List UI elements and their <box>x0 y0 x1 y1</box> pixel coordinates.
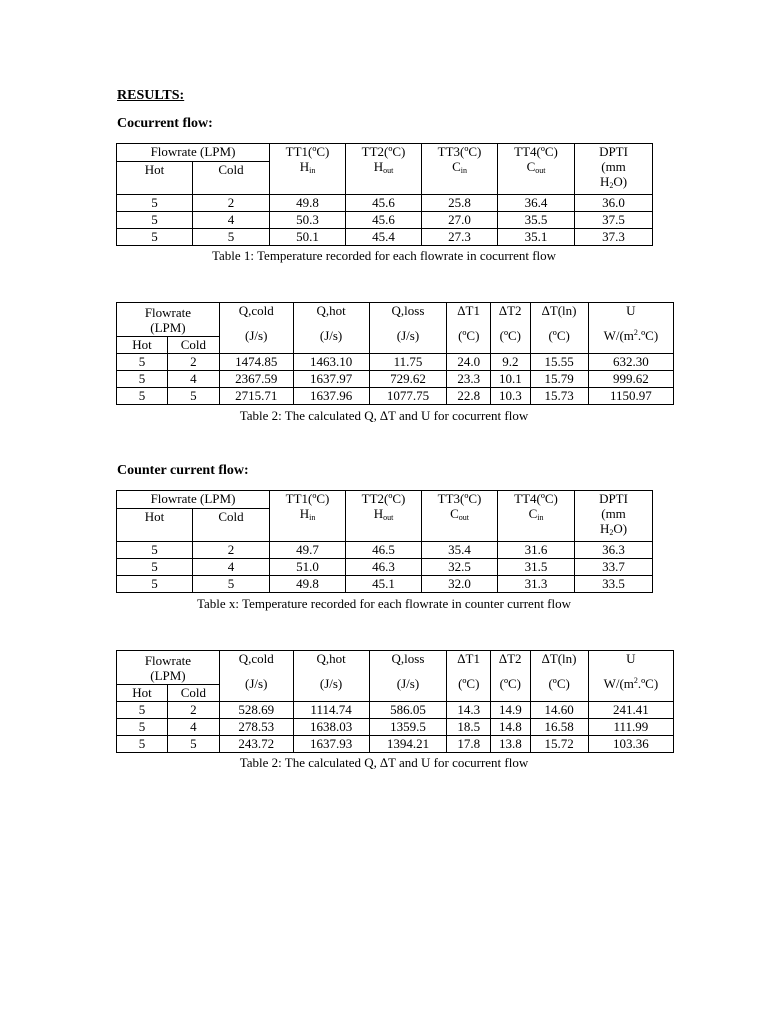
table-cell: 35.4 <box>422 542 498 559</box>
table-cell: 22.8 <box>447 388 491 405</box>
table-cell: 14.9 <box>491 702 530 719</box>
table-cell: 5 <box>117 388 168 405</box>
table-cell: 632.30 <box>588 354 673 371</box>
table-cell: 2 <box>167 702 219 719</box>
table-cell: 24.0 <box>447 354 491 371</box>
table-cell: 49.7 <box>270 542 346 559</box>
tt4-header: TT4(ºC) $C_{in}$ <box>498 491 575 542</box>
table-cell: 32.0 <box>422 576 498 593</box>
table-cell: 45.4 <box>346 229 422 246</box>
table-cell: 27.0 <box>422 212 498 229</box>
table-cell: 2 <box>193 195 270 212</box>
table-cell: 2715.71 <box>219 388 293 405</box>
table-cell: 4 <box>167 371 219 388</box>
qloss-header: Q,loss (J/s) <box>369 303 447 354</box>
table-row <box>117 719 674 736</box>
u-header: U $W/(m^2.ºC)$ <box>588 651 673 702</box>
table-cell: 45.6 <box>346 212 422 229</box>
table-row <box>117 736 674 753</box>
table-cell: 49.8 <box>270 576 346 593</box>
table-row <box>117 195 653 212</box>
table-cell: 9.2 <box>491 354 530 371</box>
table-cell: 1114.74 <box>293 702 369 719</box>
table-cell: 5 <box>117 371 168 388</box>
table-cell: 10.1 <box>491 371 530 388</box>
table-cell: 2 <box>167 354 219 371</box>
flowrate-header: Flowrate (LPM) <box>117 491 270 509</box>
cold-header: Cold <box>193 509 270 542</box>
table-cell: 1638.03 <box>293 719 369 736</box>
table-cell: 5 <box>117 702 168 719</box>
table-cell: 1077.75 <box>369 388 447 405</box>
table-row <box>117 559 653 576</box>
dtln-header: ∆T(ln) (ºC) <box>530 651 588 702</box>
table-cell: 50.3 <box>270 212 346 229</box>
table-cell: 5 <box>117 719 168 736</box>
table-cell: 5 <box>117 576 193 593</box>
table1-caption: Table 1: Temperature recorded for each flowrate in cocurrent flow <box>211 248 557 263</box>
tt2-header: TT2(ºC) $H_{out}$ <box>346 491 422 542</box>
table-cell: 5 <box>117 212 193 229</box>
table-cell: 999.62 <box>588 371 673 388</box>
qloss-header: Q,loss (J/s) <box>369 651 447 702</box>
table-cell: 5 <box>167 736 219 753</box>
hot-header: Hot <box>117 162 193 195</box>
cocurrent-temperature-table <box>116 143 653 246</box>
hot-header: Hot <box>117 337 168 354</box>
counter-temperature-table <box>116 490 653 593</box>
table-cell: 36.3 <box>575 542 653 559</box>
table2-caption: Table 2: The calculated Q, ∆T and U for cocurrent flow <box>239 408 529 423</box>
table-row <box>117 354 674 371</box>
table-cell: 10.3 <box>491 388 530 405</box>
table-cell: 5 <box>117 736 168 753</box>
table-cell: 1474.85 <box>219 354 293 371</box>
table-cell: 1637.93 <box>293 736 369 753</box>
table-cell: 15.72 <box>530 736 588 753</box>
flowrate-header: Flowrate (LPM) <box>117 303 220 337</box>
table-cell: 5 <box>167 388 219 405</box>
table-cell: 278.53 <box>219 719 293 736</box>
table-cell: 243.72 <box>219 736 293 753</box>
table-cell: 18.5 <box>447 719 491 736</box>
table-cell: 5 <box>117 195 193 212</box>
table-cell: 17.8 <box>447 736 491 753</box>
table-row <box>117 702 674 719</box>
table-cell: 31.6 <box>498 542 575 559</box>
table-cell: 37.3 <box>575 229 653 246</box>
table-cell: 33.5 <box>575 576 653 593</box>
tt2-header: TT2(ºC) $H_{out}$ <box>346 144 422 195</box>
table-cell: 25.8 <box>422 195 498 212</box>
table-cell: 16.58 <box>530 719 588 736</box>
dpti-header: DPTI (mm $H_2O$) <box>575 491 653 542</box>
table-cell: 5 <box>117 559 193 576</box>
table-cell: 14.60 <box>530 702 588 719</box>
cold-header: Cold <box>167 685 219 702</box>
table-row <box>117 229 653 246</box>
table-cell: 32.5 <box>422 559 498 576</box>
cocurrent-calculated-table <box>116 302 674 405</box>
tt3-header: TT3(ºC) $C_{in}$ <box>422 144 498 195</box>
table-cell: 11.75 <box>369 354 447 371</box>
table-cell: 27.3 <box>422 229 498 246</box>
table-cell: 14.8 <box>491 719 530 736</box>
cold-header: Cold <box>167 337 219 354</box>
table-cell: 5 <box>117 542 193 559</box>
table3-caption: Table x: Temperature recorded for each flowrate in counter current flow <box>196 596 572 611</box>
dtln-header: ∆T(ln) (ºC) <box>530 303 588 354</box>
table-cell: 49.8 <box>270 195 346 212</box>
table-cell: 1359.5 <box>369 719 447 736</box>
table-cell: 15.73 <box>530 388 588 405</box>
table-cell: 5 <box>117 354 168 371</box>
table-cell: 729.62 <box>369 371 447 388</box>
table-cell: 586.05 <box>369 702 447 719</box>
table-cell: 1150.97 <box>588 388 673 405</box>
hot-header: Hot <box>117 685 168 702</box>
table-cell: 45.1 <box>346 576 422 593</box>
table-cell: 45.6 <box>346 195 422 212</box>
table-cell: 51.0 <box>270 559 346 576</box>
table-cell: 36.0 <box>575 195 653 212</box>
dpti-header: DPTI (mm $H_2O$) <box>575 144 653 195</box>
table-cell: 33.7 <box>575 559 653 576</box>
table-cell: 2 <box>193 542 270 559</box>
hot-header: Hot <box>117 509 193 542</box>
tt4-header: TT4(ºC) $C_{out}$ <box>498 144 575 195</box>
table-cell: 241.41 <box>588 702 673 719</box>
dt2-header: ∆T2 (ºC) <box>491 303 530 354</box>
tt1-header: TT1(ºC) $H_{in}$ <box>270 491 346 542</box>
table-cell: 2367.59 <box>219 371 293 388</box>
qcold-header: Q,cold (J/s) <box>219 303 293 354</box>
table-cell: 15.55 <box>530 354 588 371</box>
table-row <box>117 576 653 593</box>
table-cell: 4 <box>193 212 270 229</box>
table-cell: 4 <box>193 559 270 576</box>
table-row <box>117 542 653 559</box>
qhot-header: Q,hot (J/s) <box>293 651 369 702</box>
counter-heading: Counter current flow: <box>117 463 249 478</box>
table-row <box>117 388 674 405</box>
table-cell: 528.69 <box>219 702 293 719</box>
cocurrent-heading: Cocurrent flow: <box>117 116 213 131</box>
table-cell: 31.3 <box>498 576 575 593</box>
results-heading: RESULTS: <box>117 88 185 103</box>
tt1-header: TT1(ºC) $H_{in}$ <box>270 144 346 195</box>
table-cell: 35.1 <box>498 229 575 246</box>
table-cell: 103.36 <box>588 736 673 753</box>
table-cell: 5 <box>193 576 270 593</box>
table-cell: 31.5 <box>498 559 575 576</box>
table-cell: 1637.97 <box>293 371 369 388</box>
table-cell: 50.1 <box>270 229 346 246</box>
tt3-header: TT3(ºC) $C_{out}$ <box>422 491 498 542</box>
table4-caption: Table 2: The calculated Q, ∆T and U for cocurrent flow <box>239 755 529 770</box>
table-cell: 35.5 <box>498 212 575 229</box>
table-cell: 46.5 <box>346 542 422 559</box>
table-cell: 14.3 <box>447 702 491 719</box>
dt1-header: ∆T1 (ºC) <box>447 303 491 354</box>
table-row <box>117 371 674 388</box>
flowrate-header: Flowrate (LPM) <box>117 144 270 162</box>
qcold-header: Q,cold (J/s) <box>219 651 293 702</box>
table-cell: 1394.21 <box>369 736 447 753</box>
u-header: U $W/(m^2.ºC)$ <box>588 303 673 354</box>
dt1-header: ∆T1 (ºC) <box>447 651 491 702</box>
table-cell: 1463.10 <box>293 354 369 371</box>
table-cell: 5 <box>193 229 270 246</box>
table-cell: 23.3 <box>447 371 491 388</box>
dt2-header: ∆T2 (ºC) <box>491 651 530 702</box>
table-cell: 36.4 <box>498 195 575 212</box>
flowrate-header: Flowrate (LPM) <box>117 651 220 685</box>
table-row <box>117 212 653 229</box>
table-cell: 46.3 <box>346 559 422 576</box>
table-cell: 13.8 <box>491 736 530 753</box>
table-cell: 37.5 <box>575 212 653 229</box>
table-cell: 15.79 <box>530 371 588 388</box>
table-cell: 111.99 <box>588 719 673 736</box>
counter-calculated-table <box>116 650 674 753</box>
table-cell: 5 <box>117 229 193 246</box>
table-cell: 1637.96 <box>293 388 369 405</box>
table-cell: 4 <box>167 719 219 736</box>
cold-header: Cold <box>193 162 270 195</box>
qhot-header: Q,hot (J/s) <box>293 303 369 354</box>
